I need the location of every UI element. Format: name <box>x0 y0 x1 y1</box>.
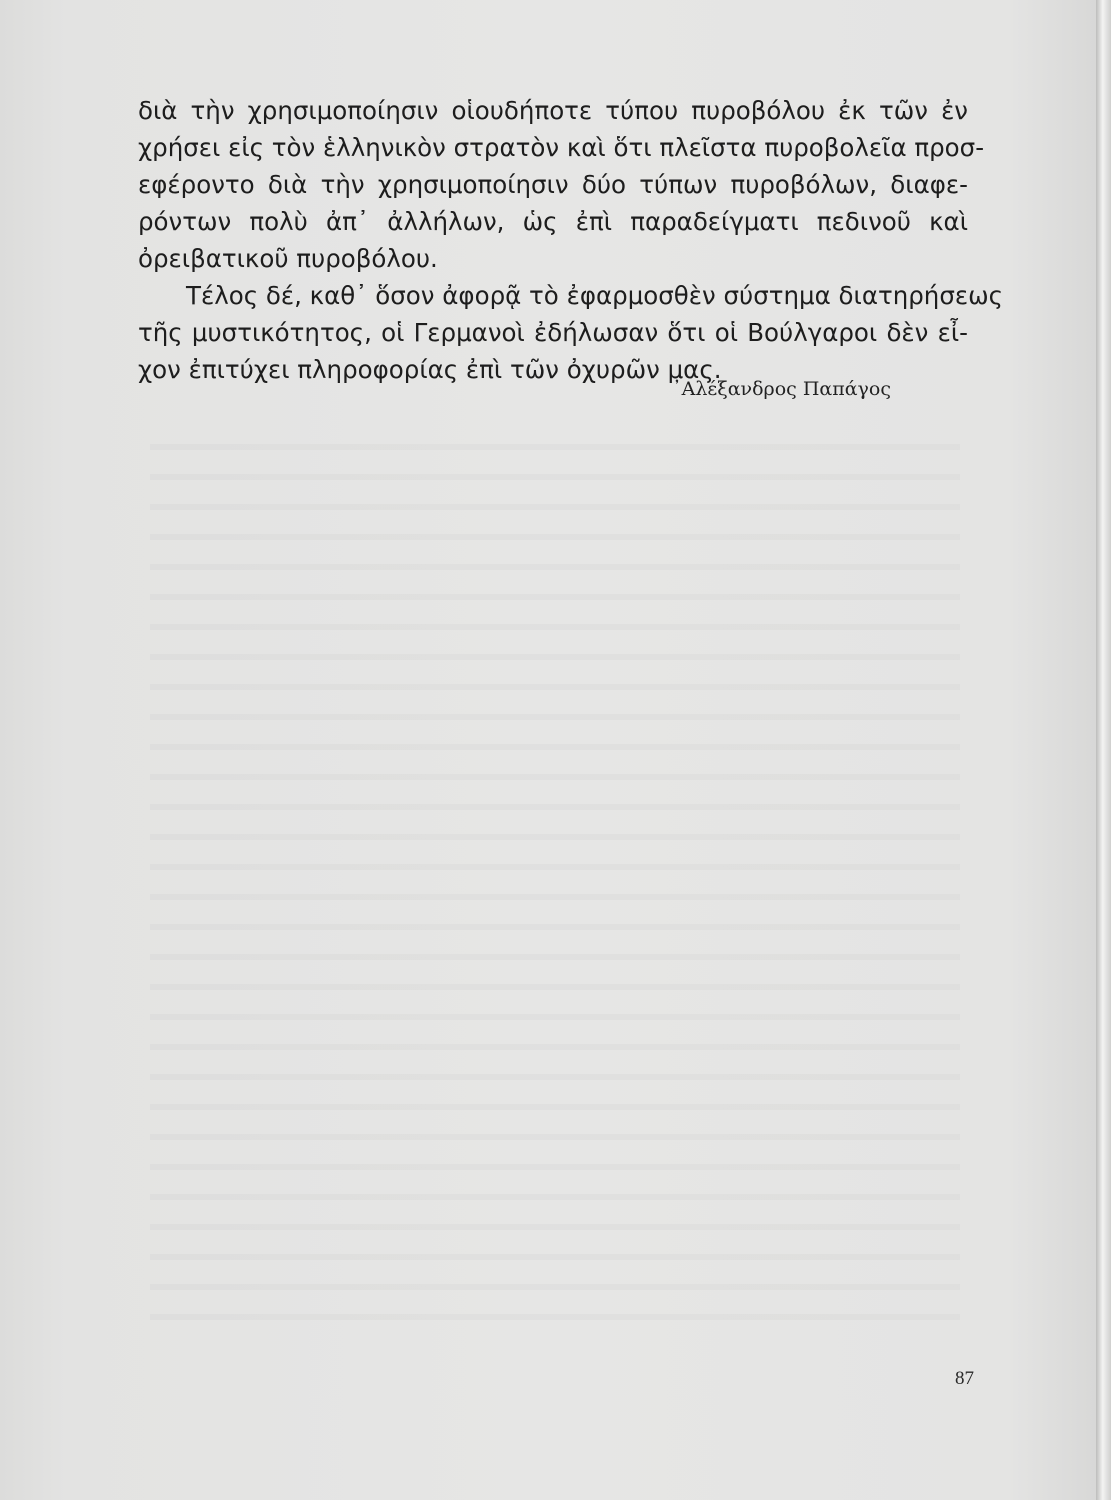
body-text <box>138 92 1003 388</box>
body-line: διὰ τὴν χρησιμοποίησιν οἱουδήποτε τύπου πυροβόλου ἐκ τῶν ἐν <box>138 96 968 125</box>
page-number: 87 <box>955 1368 974 1389</box>
body-line: χον ἐπιτύχει πληροφορίας ἐπὶ τῶν ὀχυρῶν μας. <box>138 355 722 384</box>
body-line: ρόντων πολὺ ἀπ᾽ ἀλλήλων, ὡς ἐπὶ παραδείγματι πεδινοῦ καὶ <box>138 207 968 236</box>
body-line: ὀρειβατικοῦ πυροβόλου. <box>138 244 438 273</box>
show-through-texture <box>150 420 960 1320</box>
page-edge <box>1096 0 1111 1500</box>
author-signature: ᾿Αλέξανδρος Παπάγος <box>672 378 891 400</box>
body-line: Τέλος δέ, καθ᾽ ὅσον ἀφορᾷ τὸ ἐφαρμοσθὲν σύστημα διατηρήσεως <box>186 281 1003 310</box>
body-line: χρήσει εἰς τὸν ἑλληνικὸν στρατὸν καὶ ὅτι πλεῖστα πυροβολεῖα προσ- <box>138 133 985 162</box>
body-line: τῆς μυστικότητος, οἱ Γερμανοὶ ἐδήλωσαν ὅτι οἱ Βούλγαροι δὲν εἶ- <box>138 318 968 347</box>
body-line: εφέροντο διὰ τὴν χρησιμοποίησιν δύο τύπων πυροβόλων, διαφε- <box>138 170 968 199</box>
